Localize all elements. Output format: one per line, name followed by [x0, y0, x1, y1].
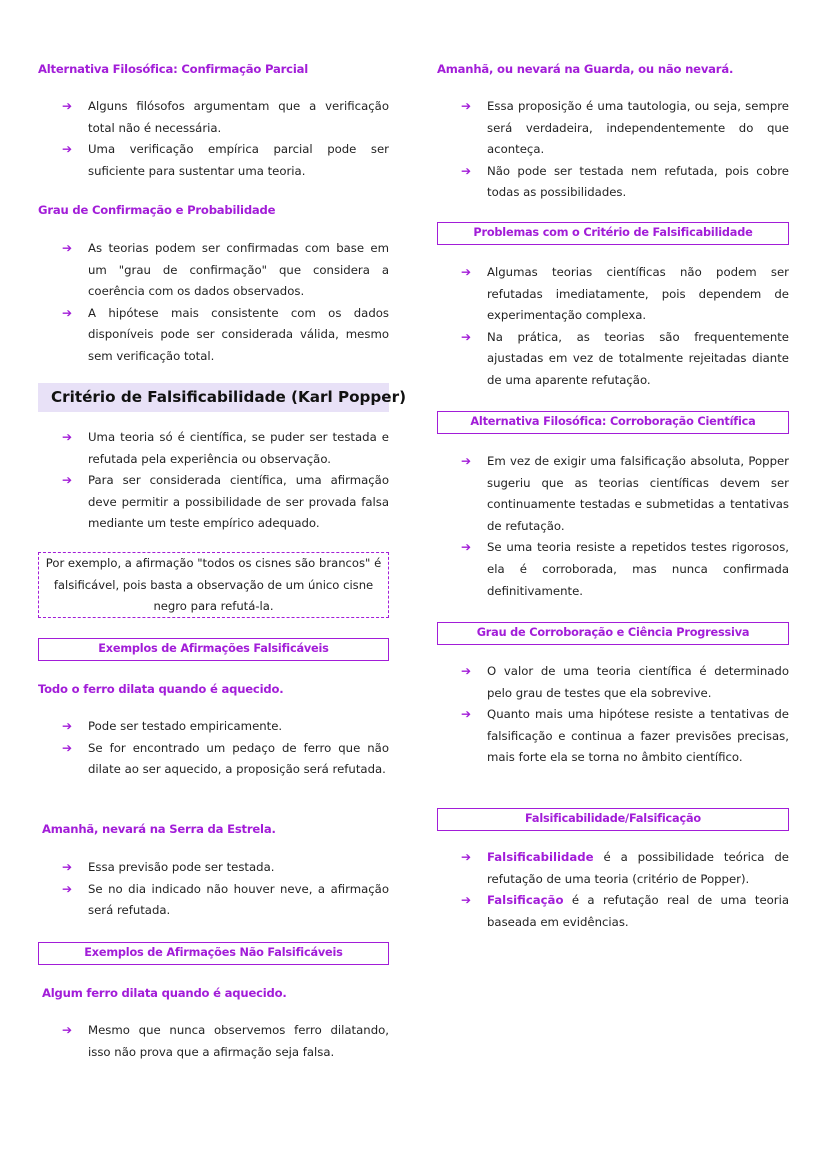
term-falsificacao: Falsificação [487, 893, 564, 908]
list-falsificabilidade [437, 847, 789, 933]
arrow-right-icon: ➔ [62, 860, 73, 874]
list-item: ➔ Uma teoria só é científica, se puder ser testada e refutada pela experiência ou observação. [38, 427, 389, 470]
list-item: ➔ Algumas teorias científicas não podem ser refutadas imediatamente, pois dependem de experimentação complexa. [437, 262, 789, 327]
list-item: ➔ Mesmo que nunca observemos ferro dilatando, isso não prova que a afirmação seja falsa. [38, 1020, 389, 1063]
list-item: ➔ As teorias podem ser confirmadas com base em um "grau de confirmação" que considera a coerência com os dados observados. [38, 238, 389, 303]
example-box: Por exemplo, a afirmação "todos os cisnes são brancos" é falsificável, pois basta a observação de um único cisne negro para refutá-la. [38, 552, 389, 618]
heading-problemas: Problemas com o Critério de Falsificabilidade [437, 222, 789, 245]
list-item: ➔ Pode ser testado empiricamente. [38, 716, 389, 738]
heading-corroboracao: Alternativa Filosófica: Corroboração Científica [437, 411, 789, 434]
list-item: ➔ Se for encontrado um pedaço de ferro que não dilate ao ser aquecido, a proposição será refutada. [38, 738, 389, 781]
list-item: ➔ O valor de uma teoria científica é determinado pelo grau de testes que ela sobrevive. [437, 661, 789, 704]
arrow-right-icon: ➔ [461, 540, 472, 555]
arrow-right-icon: ➔ [62, 99, 73, 113]
list-grau-confirmacao [38, 238, 389, 368]
list-item: ➔ Alguns filósofos argumentam que a verificação total não é necessária. [38, 96, 389, 139]
heading-algum-ferro: Algum ferro dilata quando é aquecido. [42, 986, 287, 1000]
arrow-right-icon: ➔ [461, 893, 472, 908]
arrow-right-icon: ➔ [461, 265, 472, 279]
heading-exemplos-falsificaveis: Exemplos de Afirmações Falsificáveis [38, 638, 389, 661]
heading-grau-corroboracao: Grau de Corroboração e Ciência Progressiva [437, 622, 789, 645]
arrow-right-icon: ➔ [461, 664, 472, 678]
heading-todo-ferro: Todo o ferro dilata quando é aquecido. [38, 682, 284, 696]
arrow-right-icon: ➔ [62, 241, 73, 255]
arrow-right-icon: ➔ [62, 305, 73, 320]
term-falsificabilidade: Falsificabilidade [487, 850, 594, 864]
heading-falsificabilidade: Falsificabilidade/Falsificação [437, 808, 789, 831]
list-item: ➔ Quanto mais uma hipótese resiste a tentativas de falsificação e continua a fazer previsões precisas, mais forte ela se torna no âmbito científico. [437, 704, 789, 769]
arrow-right-icon: ➔ [62, 719, 73, 733]
list-criterio [38, 427, 389, 535]
list-item: ➔ Uma verificação empírica parcial pode ser suficiente para sustentar uma teoria. [38, 139, 389, 182]
arrow-right-icon: ➔ [62, 881, 73, 896]
list-item: ➔ A hipótese mais consistente com os dados disponíveis pode ser considerada válida, mesmo sem verificação total. [38, 303, 389, 368]
heading-guarda: Amanhã, ou nevará na Guarda, ou não nevará. [437, 62, 734, 76]
section-title-criterio: Critério de Falsificabilidade (Karl Popper) [38, 383, 389, 412]
arrow-right-icon: ➔ [461, 850, 472, 864]
list-item: ➔ Essa previsão pode ser testada. [38, 857, 389, 879]
arrow-right-icon: ➔ [62, 473, 73, 488]
heading-serra-estrela: Amanhã, nevará na Serra da Estrela. [42, 822, 276, 836]
list-grau-corroboracao [437, 661, 789, 769]
list-algum-ferro [38, 1020, 389, 1063]
list-corroboracao [437, 451, 789, 602]
arrow-right-icon: ➔ [62, 142, 73, 157]
arrow-right-icon: ➔ [461, 329, 472, 344]
arrow-right-icon: ➔ [62, 1023, 73, 1037]
arrow-right-icon: ➔ [62, 430, 73, 444]
arrow-right-icon: ➔ [461, 707, 472, 722]
arrow-right-icon: ➔ [62, 740, 73, 755]
list-item: ➔ Não pode ser testada nem refutada, pois cobre todas as possibilidades. [437, 161, 789, 204]
arrow-right-icon: ➔ [461, 163, 472, 178]
list-item: ➔ Em vez de exigir uma falsificação absoluta, Popper sugeriu que as teorias científicas devem ser continuamente testadas e submetidas a tentativas de refutação. [437, 451, 789, 537]
heading-exemplos-nao-falsificaveis: Exemplos de Afirmações Não Falsificáveis [38, 942, 389, 965]
heading-confirmacao-parcial: Alternativa Filosófica: Confirmação Parcial [38, 62, 309, 76]
list-todo-ferro [38, 716, 389, 781]
list-confirmacao-parcial [38, 96, 389, 182]
list-item: ➔ Se no dia indicado não houver neve, a afirmação será refutada. [38, 879, 389, 922]
list-item: ➔ Na prática, as teorias são frequentemente ajustadas em vez de totalmente rejeitadas diante de uma aparente refutação. [437, 327, 789, 392]
list-item: ➔ Falsificabilidade é a possibilidade teórica de refutação de uma teoria (critério de Popper). [437, 847, 789, 890]
arrow-right-icon: ➔ [461, 454, 472, 468]
list-item: ➔ Para ser considerada científica, uma afirmação deve permitir a possibilidade de ser provada falsa mediante um teste empírico adequado. [38, 470, 389, 535]
list-serra-estrela [38, 857, 389, 922]
list-guarda [437, 96, 789, 204]
arrow-right-icon: ➔ [461, 99, 472, 113]
list-item: ➔ Se uma teoria resiste a repetidos testes rigorosos, ela é corroborada, mas nunca confirmada definitivamente. [437, 537, 789, 602]
list-item: ➔ Falsificação é a refutação real de uma teoria baseada em evidências. [437, 890, 789, 933]
list-problemas [437, 262, 789, 392]
heading-grau-confirmacao: Grau de Confirmação e Probabilidade [38, 203, 276, 217]
list-item: ➔ Essa proposição é uma tautologia, ou seja, sempre será verdadeira, independentemente do que aconteça. [437, 96, 789, 161]
